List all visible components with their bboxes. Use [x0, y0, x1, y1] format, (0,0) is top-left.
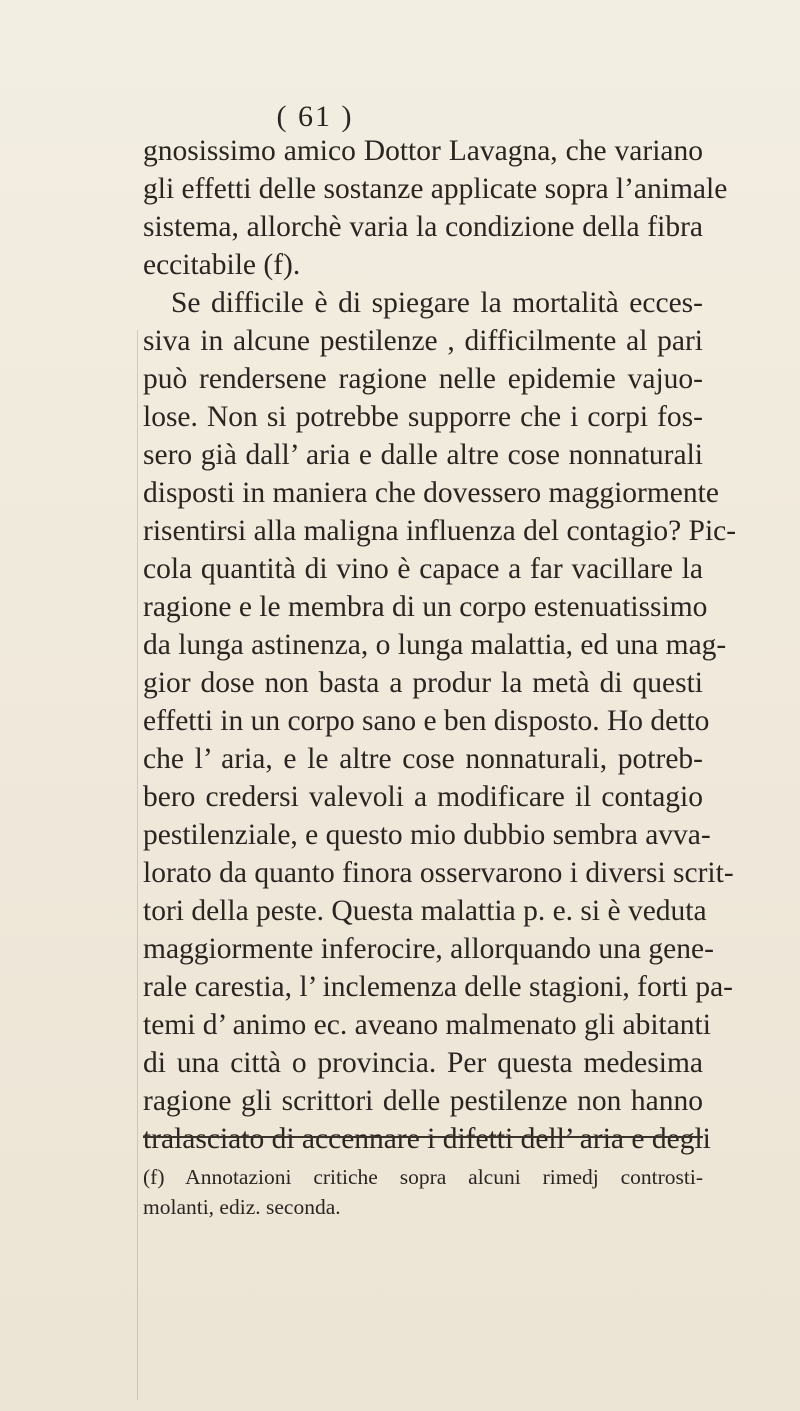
- text-line: maggiormente inferocire, allorquando una gene-: [143, 933, 714, 965]
- footnote-line: (f) Annotazioni critiche sopra alcuni rimedj controsti-: [143, 1165, 703, 1189]
- text-line: effetti in un corpo sano e ben disposto. Ho detto: [143, 705, 710, 737]
- text-line: gli effetti delle sostanze applicate sopra l’animale: [143, 173, 728, 205]
- page-fold-shadow: [137, 330, 138, 1400]
- text-line: ragione e le membra di un corpo estenuatissimo: [143, 591, 708, 623]
- text-line: sero già dall’ aria e dalle altre cose nonnaturali: [143, 439, 703, 471]
- text-line: di una città o provincia. Per questa medesima: [143, 1047, 703, 1079]
- footnote-line: molanti, ediz. seconda.: [143, 1195, 341, 1219]
- text-line: bero credersi valevoli a modificare il contagio: [143, 781, 703, 813]
- text-line: sistema, allorchè varia la condizione della fibra: [143, 211, 703, 243]
- text-line: lorato da quanto finora osservarono i diversi scrit-: [143, 857, 734, 889]
- footnote-rule: [143, 1136, 703, 1138]
- text-line: Se difficile è di spiegare la mortalità ecces-: [171, 287, 703, 319]
- text-line: ragione gli scrittori delle pestilenze non hanno: [143, 1085, 703, 1117]
- text-line: risentirsi alla maligna influenza del contagio? Pic-: [143, 515, 737, 547]
- text-line: cola quantità di vino è capace a far vacillare la: [143, 553, 703, 585]
- footnote: [143, 1162, 703, 1222]
- text-line: da lunga astinenza, o lunga malattia, ed una mag-: [143, 629, 727, 661]
- text-line: può rendersene ragione nelle epidemie vajuo-: [143, 363, 703, 395]
- text-line: pestilenziale, e questo mio dubbio sembra avva-: [143, 819, 711, 851]
- text-line: tralasciato di accennare i difetti dell’ aria e degli: [143, 1123, 711, 1155]
- text-line: lose. Non si potrebbe supporre che i corpi fos-: [143, 401, 703, 433]
- text-line: temi d’ animo ec. aveano malmenato gli abitanti: [143, 1009, 711, 1041]
- text-line: siva in alcune pestilenze , difficilmente al pari: [143, 325, 703, 357]
- text-line: tori della peste. Questa malattia p. e. si è veduta: [143, 895, 707, 927]
- page-number: ( 61 ): [276, 100, 354, 133]
- text-line: che l’ aria, e le altre cose nonnaturali, potreb-: [143, 743, 703, 775]
- text-line: gnosissimo amico Dottor Lavagna, che variano: [143, 135, 703, 167]
- main-text: [143, 132, 737, 1158]
- text-line: eccitabile (f).: [143, 249, 301, 281]
- text-line: gior dose non basta a produr la metà di questi: [143, 667, 703, 699]
- text-line: rale carestia, l’ inclemenza delle stagioni, forti pa-: [143, 971, 733, 1003]
- text-line: disposti in maniera che dovessero maggiormente: [143, 477, 719, 509]
